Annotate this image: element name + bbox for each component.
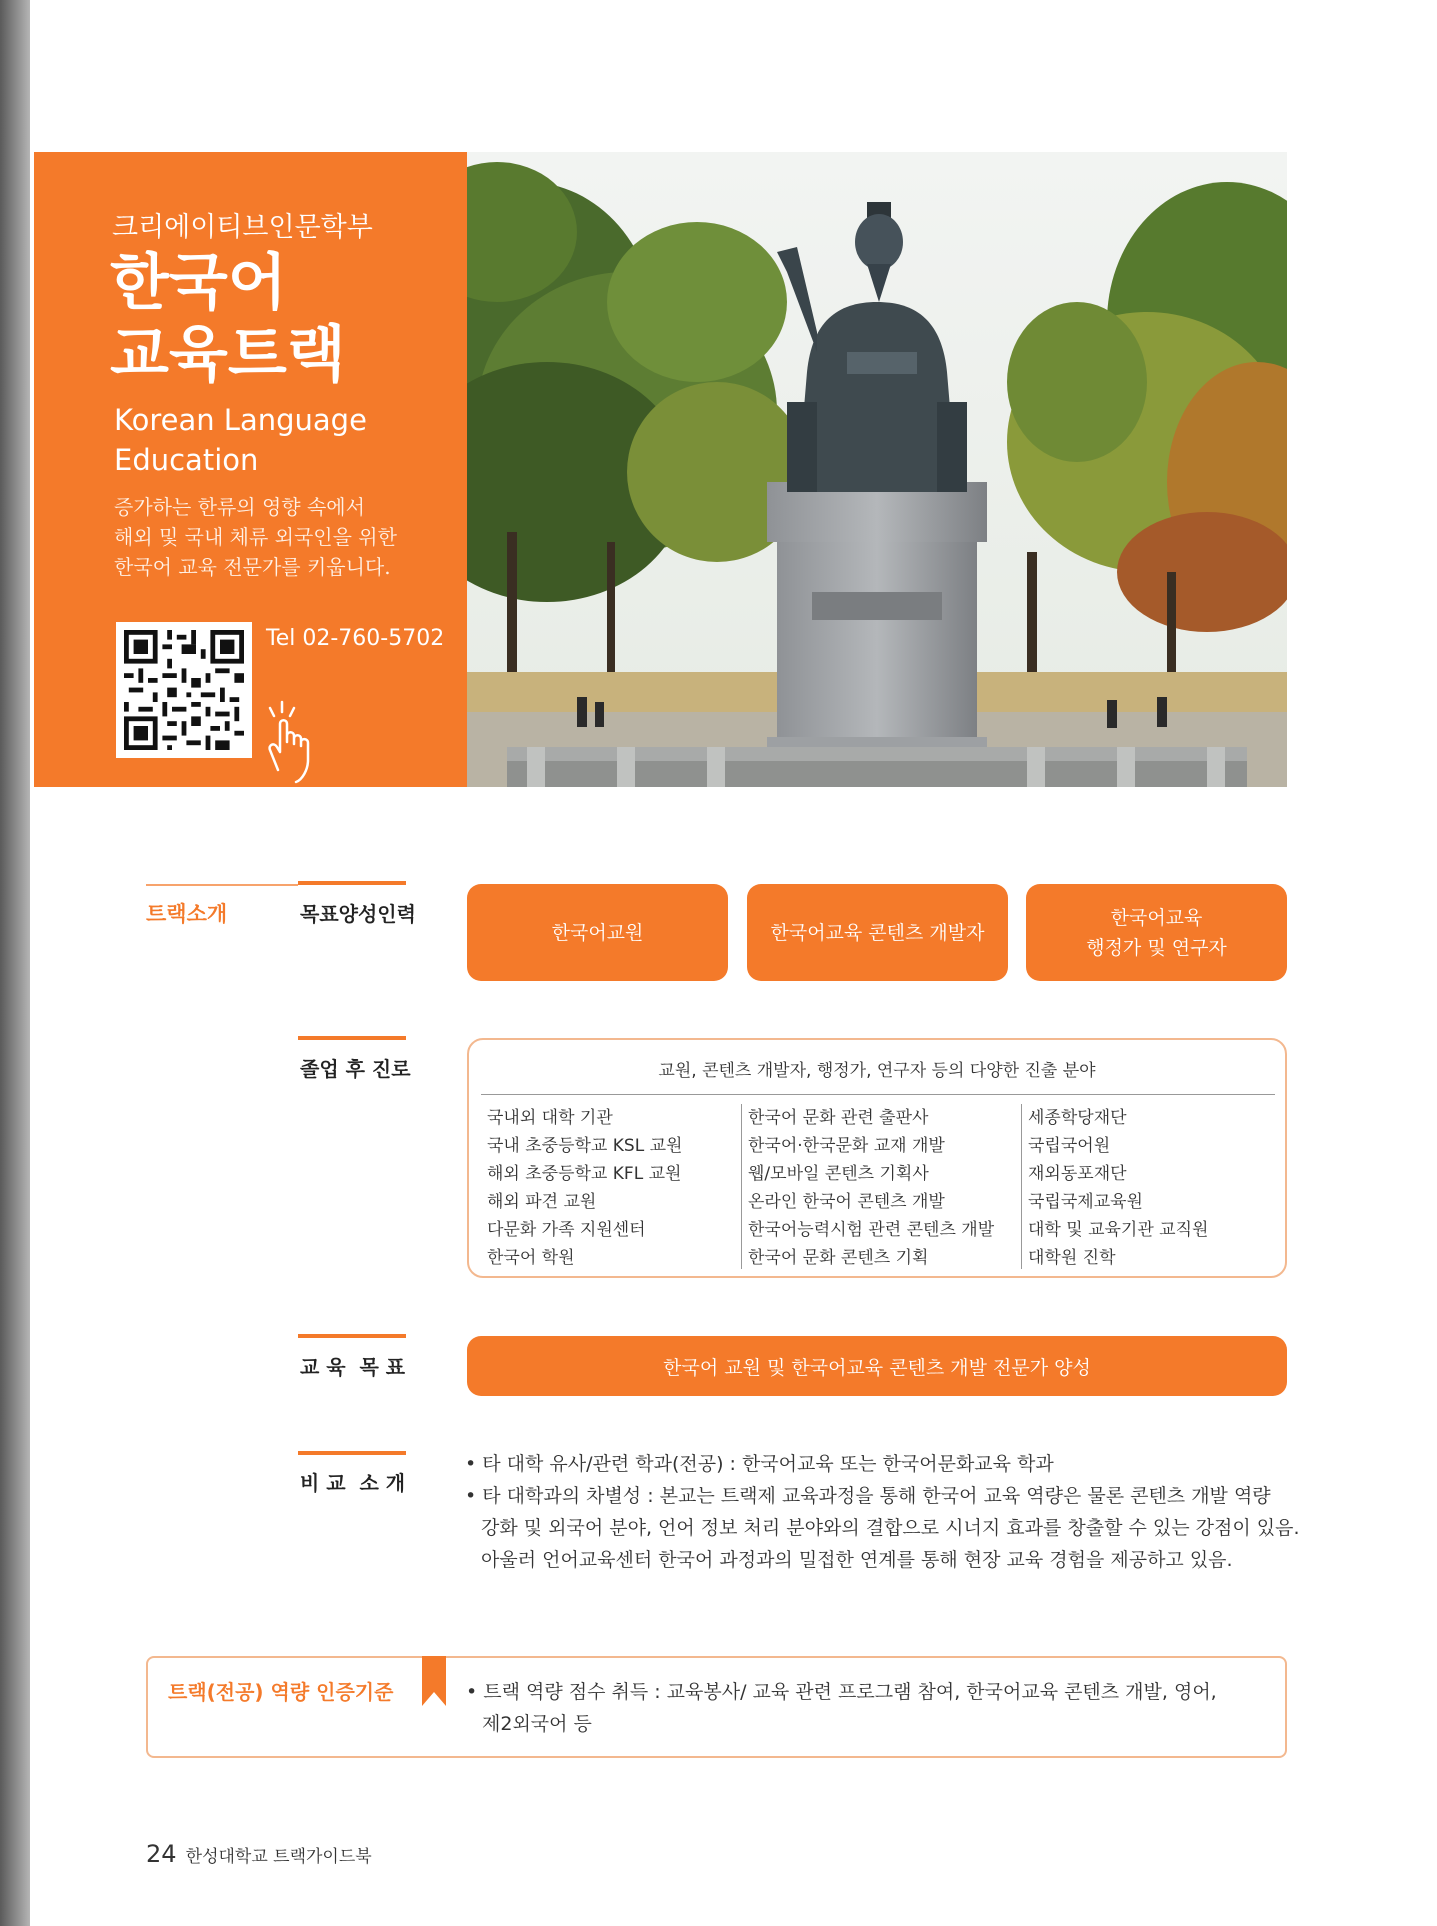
list-item: 국립국제교육원 xyxy=(1028,1192,1143,1212)
list-item: 대학 및 교육기관 교직원 xyxy=(1028,1220,1209,1240)
compare-bullet-2-line2: 강화 및 외국어 분야, 언어 정보 처리 분야와의 결합으로 시너지 효과를 창출할 수 있는 강점이 있음. xyxy=(481,1517,1300,1539)
compare-text xyxy=(465,1448,1299,1576)
goal-text: 한국어 교원 및 한국어교육 콘텐츠 개발 전문가 양성 xyxy=(663,1356,1091,1379)
target-label-bar xyxy=(298,881,406,885)
career-separator xyxy=(481,1094,1275,1095)
track-title-line2: 교육트랙 xyxy=(110,319,346,390)
career-column-1 xyxy=(487,1104,682,1272)
bookmark-ribbon-icon xyxy=(422,1656,446,1706)
target-content-developer xyxy=(747,884,1008,981)
list-item: 한국어능력시험 관련 콘텐츠 개발 xyxy=(748,1220,995,1240)
school-name: 크리에이티브인문학부 xyxy=(112,212,373,243)
list-item: 대학원 진학 xyxy=(1028,1248,1116,1268)
career-box xyxy=(467,1038,1287,1278)
page-footer xyxy=(146,1840,372,1868)
list-item: 국내외 대학 기관 xyxy=(487,1108,613,1128)
list-item: 한국어 문화 콘텐츠 기획 xyxy=(748,1248,929,1268)
compare-bullet-2-line3: 아울러 언어교육센터 한국어 과정과의 밀접한 연계를 통해 현장 교육 경험을 제공하고 있음. xyxy=(481,1549,1233,1571)
page-number: 24 xyxy=(146,1840,177,1868)
list-item: 국내 초중등학교 KSL 교원 xyxy=(487,1136,683,1156)
description-line3: 한국어 교육 전문가를 키웁니다. xyxy=(114,555,391,579)
list-item: 한국어·한국문화 교재 개발 xyxy=(748,1136,945,1156)
track-intro-label: 트랙소개 xyxy=(146,902,228,926)
track-english-title xyxy=(114,400,367,480)
compare-bullet-1: • 타 대학 유사/관련 학과(전공) : 한국어교육 또는 한국어문화교육 학과 xyxy=(465,1453,1054,1475)
pointing-hand-icon xyxy=(256,700,326,784)
intro-divider xyxy=(146,884,298,886)
book-title: 한성대학교 트랙가이드북 xyxy=(185,1847,372,1867)
career-label: 졸업 후 진로 xyxy=(300,1057,411,1081)
list-item: 한국어 문화 관련 출판사 xyxy=(748,1108,929,1128)
list-item: 국립국어원 xyxy=(1028,1136,1111,1156)
target-line: 행정가 및 연구자 xyxy=(1086,936,1227,959)
track-title-line1: 한국어 xyxy=(110,247,287,318)
track-description xyxy=(114,492,397,582)
certification-title: 트랙(전공) 역량 인증기준 xyxy=(168,1680,394,1704)
list-item: 온라인 한국어 콘텐츠 개발 xyxy=(748,1192,945,1212)
list-item: 해외 초중등학교 KFL 교원 xyxy=(487,1164,682,1184)
qr-code[interactable] xyxy=(116,622,252,758)
compare-label-bar xyxy=(298,1451,406,1455)
goal-label-bar xyxy=(298,1334,406,1338)
certification-text xyxy=(466,1676,1217,1740)
target-korean-teacher xyxy=(467,884,728,981)
target-line: 한국어교원 xyxy=(551,921,644,944)
career-column-divider xyxy=(1021,1104,1022,1269)
description-line2: 해외 및 국내 체류 외국인을 위한 xyxy=(114,525,397,549)
certification-line2: 제2외국어 등 xyxy=(482,1713,592,1735)
qr-code-icon xyxy=(124,630,244,750)
description-line1: 증가하는 한류의 영향 속에서 xyxy=(114,495,365,519)
sejong-statue-photo xyxy=(467,152,1287,787)
career-label-bar xyxy=(298,1036,406,1040)
compare-bullet-2-line1: • 타 대학과의 차별성 : 본교는 트랙제 교육과정을 통해 한국어 교육 역량은 물론 콘텐츠 개발 역량 xyxy=(465,1485,1271,1507)
goal-label: 교 육 목 표 xyxy=(300,1355,406,1379)
target-line: 한국어교육 콘텐츠 개발자 xyxy=(770,921,985,944)
target-admin-researcher xyxy=(1026,884,1287,981)
list-item: 재외동포재단 xyxy=(1028,1164,1127,1184)
career-column-divider xyxy=(741,1104,742,1269)
career-column-3 xyxy=(1028,1104,1208,1272)
telephone-number: Tel 02-760-5702 xyxy=(266,626,445,651)
certification-line1: • 트랙 역량 점수 취득 : 교육봉사/ 교육 관련 프로그램 참여, 한국어교육 콘텐츠 개발, 영어, xyxy=(466,1681,1217,1703)
english-title-line2: Education xyxy=(114,443,259,477)
track-title xyxy=(110,247,346,391)
list-item: 한국어 학원 xyxy=(487,1248,575,1268)
hero-panel xyxy=(34,152,467,787)
list-item: 해외 파견 교원 xyxy=(487,1192,597,1212)
target-workforce-label: 목표양성인력 xyxy=(300,902,416,926)
certification-box xyxy=(146,1656,1287,1758)
compare-label: 비 교 소 개 xyxy=(300,1471,406,1495)
statue-image xyxy=(467,152,1287,787)
career-heading: 교원, 콘텐츠 개발자, 행정가, 연구자 등의 다양한 진출 분야 xyxy=(658,1061,1096,1081)
list-item: 웹/모바일 콘텐츠 기획사 xyxy=(748,1164,929,1184)
list-item: 세종학당재단 xyxy=(1028,1108,1127,1128)
target-line: 한국어교육 xyxy=(1110,906,1203,929)
career-column-2 xyxy=(748,1104,994,1272)
list-item: 다문화 가족 지원센터 xyxy=(487,1220,646,1240)
goal-banner xyxy=(467,1336,1287,1396)
english-title-line1: Korean Language xyxy=(114,403,367,437)
